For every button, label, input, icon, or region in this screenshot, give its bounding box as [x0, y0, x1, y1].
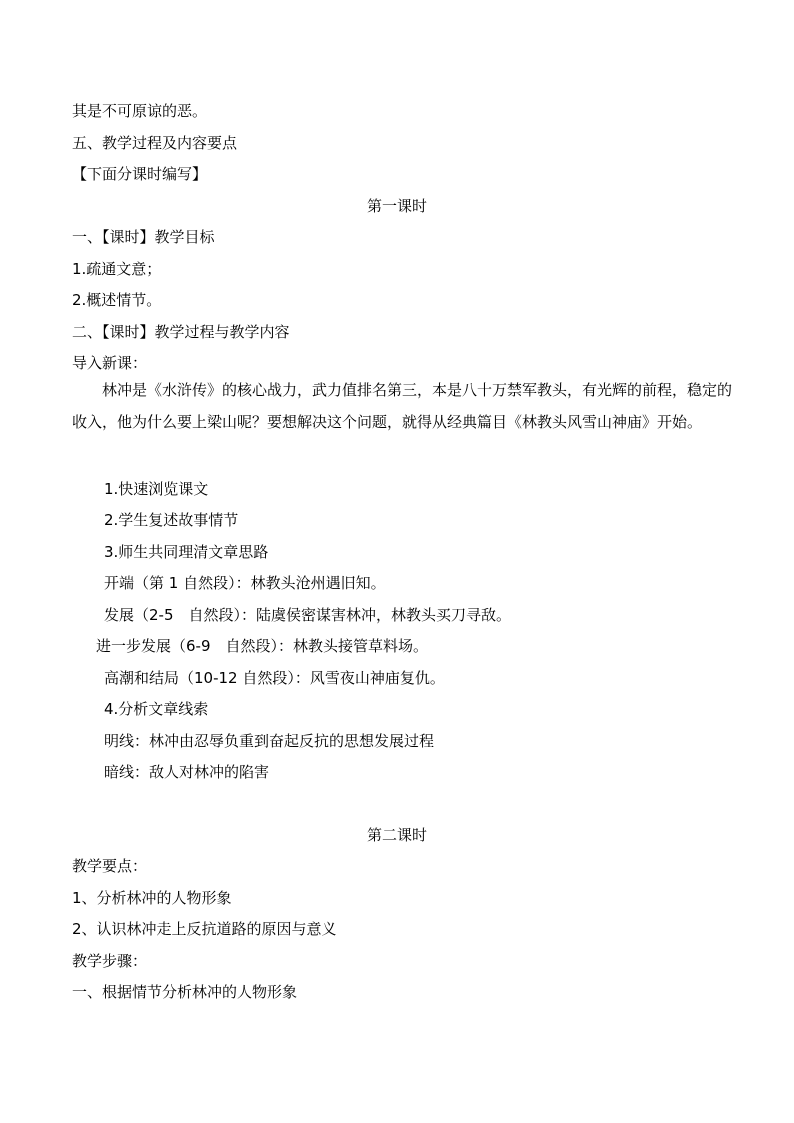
step-item: 一、根据情节分析林冲的人物形象	[72, 983, 298, 1001]
intro-label: 导入新课：	[72, 354, 148, 372]
outline-item: 进一步发展（6-9 自然段）：林教头接管草料场。	[96, 637, 429, 655]
outline-item: 开端（第 1 自然段）：林教头沧州遇旧知。	[104, 574, 386, 592]
section-heading: 五、教学过程及内容要点	[72, 134, 238, 152]
point-item: 1、分析林冲的人物形象	[72, 889, 232, 907]
point-item: 2、认识林冲走上反抗道路的原因与意义	[72, 920, 337, 938]
outline-item: 发展（2-5 自然段）：陆虞侯密谋害林冲，林教头买刀寻敌。	[104, 606, 512, 624]
clue-item: 明线：林冲由忍辱负重到奋起反抗的思想发展过程	[104, 732, 435, 750]
outline-item: 高潮和结局（10-12 自然段）：风雪夜山神庙复仇。	[104, 669, 445, 687]
step-item: 4.分析文章线索	[104, 700, 209, 718]
goal-item: 2.概述情节。	[72, 291, 162, 309]
process-title: 二、【课时】教学过程与教学内容	[72, 323, 290, 341]
intro-paragraph: 林冲是《水浒传》的核心战力，武力值排名第三，本是八十万禁军教头，有光辉的前程，稳定的收入，他为什么要上梁山呢？要想解决这个问题，就得从经典篇目《林教头风雪山神庙》开始。	[72, 381, 733, 431]
clue-item: 暗线：敌人对林冲的陷害	[104, 763, 270, 781]
text-line: 其是不可原谅的恶。	[72, 102, 208, 120]
step-item: 1.快速浏览课文	[104, 480, 209, 498]
step-item: 3.师生共同理清文章思路	[104, 543, 269, 561]
steps-label: 教学步骤：	[72, 952, 148, 970]
goal-item: 1.疏通文意；	[72, 260, 162, 278]
lesson-heading: 第一课时	[366, 197, 427, 215]
text-line: 【下面分课时编写】	[72, 165, 208, 183]
lesson-heading: 第二课时	[366, 826, 427, 844]
points-label: 教学要点：	[72, 857, 148, 875]
step-item: 2.学生复述故事情节	[104, 511, 239, 529]
goals-title: 一、【课时】教学目标	[72, 228, 215, 246]
